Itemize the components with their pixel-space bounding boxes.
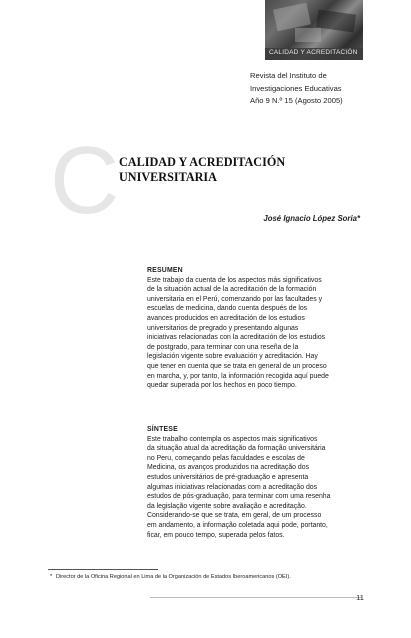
resumen-line: avances producidos en acreditación de los estudios — [147, 314, 305, 322]
resumen-line: escuelas de medicina, dando cuenta después de los — [147, 305, 308, 313]
resumen-line: legislación vigente sobre evaluación y acreditación. Hay — [147, 353, 318, 361]
resumen-line: universitaria en el Perú, comenzando por las facultades y — [147, 295, 323, 303]
title-line: UNIVERSITARIA — [119, 170, 217, 184]
footnote — [50, 574, 366, 580]
page-number: 11 — [356, 593, 364, 602]
resumen-section — [147, 266, 364, 391]
page-footer-rule — [150, 597, 362, 598]
resumen-line: de la situación actual de la acreditación de la formación — [147, 286, 317, 294]
sintese-body — [147, 435, 364, 541]
sintese-line: Medicina, os avanços produzidos na acreditação dos — [147, 464, 310, 472]
banner-label: CALIDAD Y ACREDITACIÓN — [269, 49, 358, 56]
footnote-mark: * — [50, 574, 53, 580]
sintese-section — [147, 425, 364, 540]
journal-line: Investigaciones Educativas — [250, 83, 342, 93]
resumen-line: en marcha, y, por tanto, la información recogida aquí puede — [147, 372, 329, 380]
footnote-divider — [48, 569, 158, 570]
sintese-line: Considerando-se que se trata, em geral, de um processo — [147, 512, 322, 520]
resumen-line: que tener en cuenta que se trata en general de un proceso — [147, 362, 327, 370]
sintese-line: da legislação vigente sobre avaliação e acreditação. — [147, 502, 307, 510]
title-line: CALIDAD Y ACREDITACIÓN — [119, 155, 286, 169]
resumen-body — [147, 276, 364, 391]
resumen-line: iniciativas relacionadas con la acreditación de los estudios — [147, 334, 326, 342]
resumen-line: quedar superada por los hechos en poco tiempo. — [147, 382, 297, 390]
footnote-text: Director de la Oficina Regional en Lima de la Organización de Estados Iberoamericanos (OEI). — [56, 574, 291, 580]
resumen-line: de postgrado, para terminar con una reseña de la — [147, 343, 299, 351]
sintese-line: Este trabalho contempla os aspectos mais significativos — [147, 435, 318, 443]
journal-line: Año 9 N.º 15 (Agosto 2005) — [250, 96, 343, 105]
sintese-line: da situação atual da acreditação da formação universitária — [147, 445, 326, 453]
sintese-line: estudos de pós-graduação, para terminar com uma resenha — [147, 493, 331, 501]
journal-info — [250, 70, 355, 108]
journal-line: Revista del Instituto de — [250, 71, 327, 80]
sintese-line: algumas iniciativas relacionadas com a acreditação dos — [147, 483, 318, 491]
sintese-line: em andamento, a informação coletada aqui pode, portanto, — [147, 521, 328, 529]
author-name: José Ignacio López Soria* — [263, 214, 360, 223]
sintese-line: estudos universitários de pré-graduação e apresenta — [147, 473, 309, 481]
article-title — [119, 155, 359, 185]
header-banner-image — [265, 0, 363, 60]
sintese-heading: SÍNTESE — [147, 426, 178, 433]
sintese-line: ficar, em pouco tempo, superada pelos fatos. — [147, 531, 285, 539]
drop-letter: C — [50, 127, 120, 234]
resumen-line: universitarios de pregrado y presentando algunas — [147, 324, 299, 332]
sintese-line: no Peru, começando pelas faculdades e escolas de — [147, 454, 305, 462]
resumen-heading: RESUMEN — [147, 267, 183, 274]
resumen-line: Este trabajo da cuenta de los aspectos más significativos — [147, 276, 322, 284]
